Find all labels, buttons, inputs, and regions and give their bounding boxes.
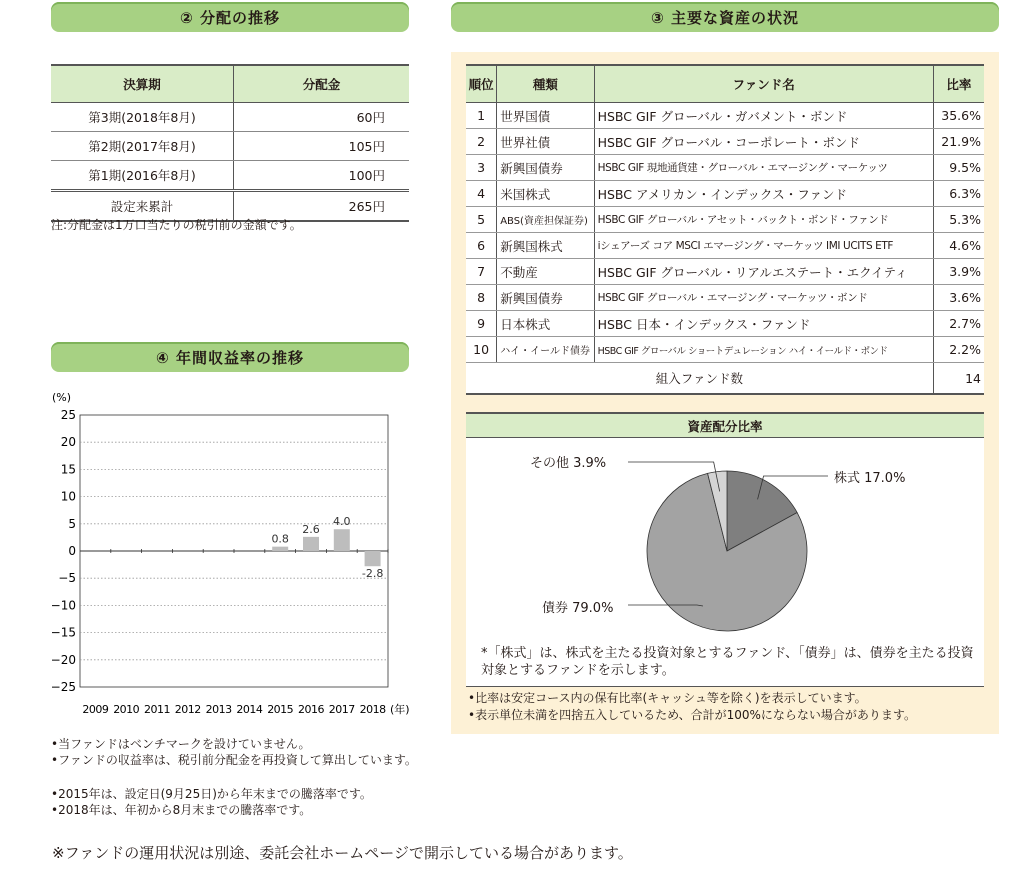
returns-note: •2015年は、設定日(9月25日)から年末までの騰落率です。 (51, 787, 372, 801)
type-cell: 新興国債券 (497, 285, 594, 311)
amount-cell: 105円 (234, 132, 410, 161)
fund-table (466, 64, 984, 395)
type-cell: ハイ・イールド債券 (497, 337, 594, 363)
fund-name-cell: iシェアーズ コア MSCI エマージング・マーケッツ IMI UCITS ETF (594, 233, 933, 259)
table-row (466, 103, 984, 129)
annual-return-chart (40, 385, 420, 725)
ratio-cell: 6.3% (933, 181, 984, 207)
fund-name-cell: HSBC GIF グローバル ショートデュレーション ハイ・イールド・ボンド (594, 337, 933, 363)
period-cell: 第1期(2016年8月) (51, 161, 234, 191)
fund-name-cell: HSBC GIF グローバル・ガバメント・ボンド (594, 103, 933, 129)
rank-cell: 5 (466, 207, 497, 233)
table-row (466, 311, 984, 337)
table-row (466, 129, 984, 155)
bar (334, 529, 350, 551)
x-tick-label: 2017 (328, 703, 355, 716)
y-tick-label: −5 (58, 571, 76, 586)
ratio-cell: 35.6% (933, 103, 984, 129)
bar-data-label: 0.8 (271, 532, 289, 546)
ratio-cell: 21.9% (933, 129, 984, 155)
returns-note: •ファンドの収益率は、税引前分配金を再投資して算出しています。 (51, 753, 417, 767)
ratio-cell: 3.9% (933, 259, 984, 285)
table-row (466, 233, 984, 259)
ratio-cell: 2.2% (933, 337, 984, 363)
rank-cell: 4 (466, 181, 497, 207)
fund-name-cell: HSBC GIF グローバル・コーポレート・ボンド (594, 129, 933, 155)
y-tick-label: 5 (68, 516, 76, 531)
returns-note: •当ファンドはベンチマークを設けていません。 (51, 737, 311, 751)
type-cell: 世界社債 (497, 129, 594, 155)
y-tick-label: −15 (50, 625, 76, 640)
allocation-title: 資産配分比率 (466, 412, 984, 438)
rank-cell: 6 (466, 233, 497, 259)
ratio-cell: 9.5% (933, 155, 984, 181)
y-tick-label: 25 (60, 408, 76, 422)
bar (303, 537, 319, 551)
allocation-bullet: •表示単位未満を四捨五入しているため、合計が100%にならない場合があります。 (468, 708, 916, 722)
x-tick-label: 2014 (236, 703, 263, 716)
rank-cell: 8 (466, 285, 497, 311)
returns-section-header (51, 342, 409, 372)
amount-cell: 100円 (234, 161, 410, 191)
returns-note: •2018年は、年初から8月末までの騰落率です。 (51, 803, 312, 817)
fund-name-cell: HSBC 日本・インデックス・ファンド (594, 311, 933, 337)
fund-count-label: 組入ファンド数 (466, 363, 933, 395)
x-tick-label: 2009 (82, 703, 109, 716)
dividend-section-title: ② 分配の推移 (180, 8, 280, 27)
table-row (466, 207, 984, 233)
allocation-bullet: •比率は安定コース内の保有比率(キャッシュ等を除く)を表示しています。 (468, 691, 867, 705)
period-cell: 第3期(2018年8月) (51, 103, 234, 132)
x-tick-label: 2013 (205, 703, 232, 716)
x-tick-label: 2010 (113, 703, 140, 716)
y-tick-label: −10 (50, 598, 76, 613)
table-row (466, 181, 984, 207)
y-tick-label: 15 (60, 462, 76, 477)
x-tick-label: 2018 (359, 703, 386, 716)
y-tick-label: 20 (60, 435, 76, 450)
y-tick-label: 10 (60, 489, 76, 504)
ratio-cell: 3.6% (933, 285, 984, 311)
ratio-cell: 4.6% (933, 233, 984, 259)
assets-section-header (451, 2, 999, 32)
rank-cell: 2 (466, 129, 497, 155)
fund-count-row (466, 363, 984, 395)
y-tick-label: 0 (68, 544, 76, 558)
footer-note: ※ファンドの運用状況は別途、委託会社ホームページで開示している場合があります。 (52, 844, 633, 862)
column-header-ratio: 比率 (933, 65, 984, 103)
ratio-cell: 2.7% (933, 311, 984, 337)
type-cell: 日本株式 (497, 311, 594, 337)
fund-table-header (466, 65, 984, 103)
y-tick-label: −25 (50, 680, 76, 694)
dividend-table-header (51, 65, 409, 103)
column-header-type: 種類 (497, 65, 594, 103)
total-label: 設定来累計 (51, 191, 234, 222)
total-amount: 265円 (234, 191, 410, 222)
fund-name-cell: HSBC GIF グローバル・エマージング・マーケッツ・ボンド (594, 285, 933, 311)
column-header-rank: 順位 (466, 65, 497, 103)
pie-label-bond: 債券 79.0% (542, 601, 614, 616)
bar-data-label: 2.6 (302, 522, 320, 536)
bar (365, 551, 381, 566)
rank-cell: 9 (466, 311, 497, 337)
allocation-note: *「株式」は、株式を主たる投資対象とするファンド、「債券」は、債券を主たる投資対象とするファンドを示します。 (481, 646, 974, 678)
x-tick-label: 2011 (144, 703, 170, 716)
rank-cell: 10 (466, 337, 497, 363)
bar-data-label: 4.0 (333, 515, 351, 529)
rank-cell: 7 (466, 259, 497, 285)
dividend-note: 注:分配金は1万口当たりの税引前の金額です。 (51, 218, 302, 232)
table-row (51, 161, 409, 191)
fund-name-cell: HSBC GIF グローバル・リアルエステート・エクイティ (594, 259, 933, 285)
x-tick-label: 2015 (267, 703, 294, 716)
ratio-cell: 5.3% (933, 207, 984, 233)
returns-section-title: ④ 年間収益率の推移 (156, 348, 304, 367)
y-axis-unit: (%) (52, 391, 72, 404)
fund-name-cell: HSBC アメリカン・インデックス・ファンド (594, 181, 933, 207)
table-row (466, 285, 984, 311)
type-cell: 米国株式 (497, 181, 594, 207)
type-cell: 世界国債 (497, 103, 594, 129)
column-header-amount: 分配金 (234, 65, 410, 103)
rank-cell: 1 (466, 103, 497, 129)
x-axis-unit: (年) (390, 703, 410, 716)
bar (272, 547, 288, 551)
table-row (51, 103, 409, 132)
type-cell: 新興国債券 (497, 155, 594, 181)
fund-name-cell: HSBC GIF 現地通貨建・グローバル・エマージング・マーケッツ (594, 155, 933, 181)
y-tick-label: −20 (50, 652, 76, 667)
column-header-period: 決算期 (51, 65, 234, 103)
fund-name-cell: HSBC GIF グローバル・アセット・バックト・ボンド・ファンド (594, 207, 933, 233)
table-row (466, 259, 984, 285)
type-cell: ABS(資産担保証券) (497, 207, 594, 233)
rank-cell: 3 (466, 155, 497, 181)
period-cell: 第2期(2017年8月) (51, 132, 234, 161)
assets-section-title: ③ 主要な資産の状況 (651, 8, 799, 27)
dividend-section-header (51, 2, 409, 32)
dividend-table (51, 64, 409, 222)
table-row (466, 155, 984, 181)
table-row (51, 132, 409, 161)
pie-label-other: その他 3.9% (530, 456, 607, 471)
x-tick-label: 2016 (298, 703, 324, 716)
type-cell: 不動産 (497, 259, 594, 285)
table-row (466, 337, 984, 363)
fund-count-value: 14 (933, 363, 984, 395)
type-cell: 新興国株式 (497, 233, 594, 259)
amount-cell: 60円 (234, 103, 410, 132)
x-tick-label: 2012 (174, 703, 201, 716)
pie-label-equity: 株式 17.0% (834, 471, 906, 486)
bar-data-label: -2.8 (361, 567, 384, 581)
column-header-fund-name: ファンド名 (594, 65, 933, 103)
allocation-divider (466, 686, 984, 687)
